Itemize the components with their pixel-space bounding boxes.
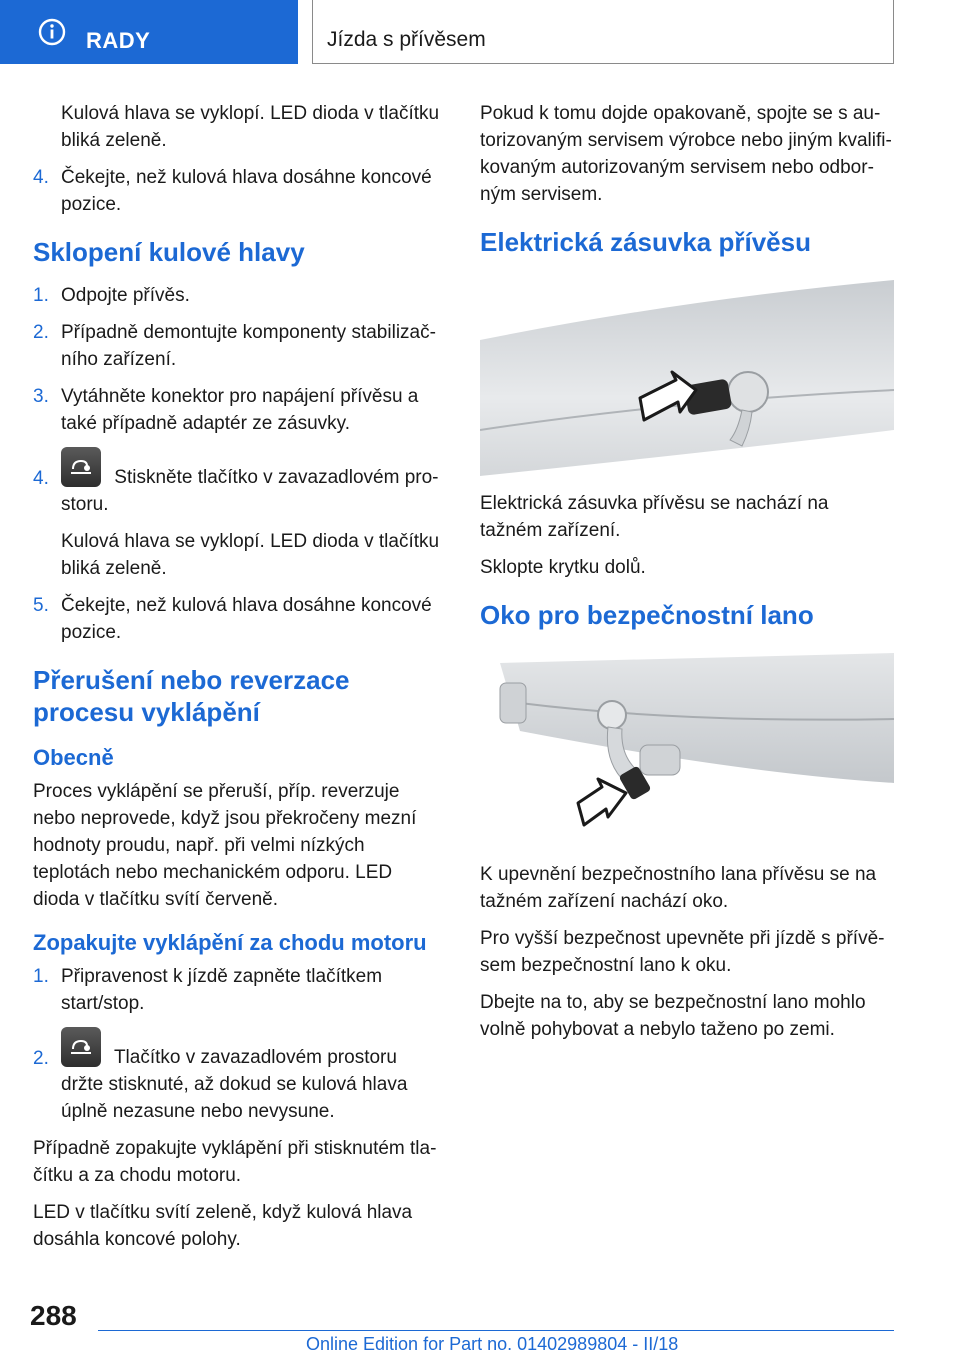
- paragraph-oko-2: Pro vyšší bezpečnost upevněte při jízdě s přívěsem bezpečnostní lano k oku.: [480, 928, 885, 976]
- step-text: Připravenost k jízdě zapněte tlačítkem start/stop.: [61, 966, 383, 1014]
- trunk-button-icon: [61, 447, 101, 487]
- step-text: Čekejte, než kulová hlava dosáhne koncové pozice.: [61, 167, 432, 215]
- step-sklopeni-3: [33, 383, 441, 437]
- heading-oko: Oko pro bezpečnostní lano: [480, 600, 814, 630]
- heading-zasuvka: Elektrická zásuvka přívěsu: [480, 227, 811, 257]
- heading-sklopeni: Sklopení kulové hlavy: [33, 237, 305, 267]
- trailer-socket-image: [480, 280, 894, 476]
- paragraph-led: LED v tlačítku svítí zeleně, když kulová hlava dosáhla koncové polohy.: [33, 1202, 413, 1250]
- page-number: 288: [30, 1300, 77, 1331]
- step-number: 4.: [33, 468, 49, 489]
- step-number: 5.: [33, 595, 49, 616]
- header-section-label: RADY: [86, 28, 151, 53]
- step-number: 1.: [33, 966, 49, 987]
- step-text: Případně demontujte komponenty stabilizačního zařízení.: [61, 322, 436, 370]
- step-sklopeni-4: [33, 447, 441, 518]
- paragraph-zasuvka-1: Elektrická zásuvka přívěsu se nachází na tažném zařízení.: [480, 493, 829, 541]
- paragraph-pripadne: Případně zopakujte vyklápění při stisknutém tlačítku a za chodu motoru.: [33, 1138, 437, 1186]
- footer-divider: [98, 1330, 894, 1331]
- heading-obecne: Obecně: [33, 745, 114, 770]
- step-text: Tlačítko v zavazadlovém prostoru držte stisknuté, až dokud se kulová hlava úplně nezasune nebo nevysune.: [61, 1047, 408, 1122]
- step-sklopeni-2: [33, 319, 441, 373]
- paragraph-zasuvka-2: Sklopte krytku dolů.: [480, 557, 646, 578]
- paragraph-oko-1: K upevnění bezpečnostního lana přívěsu se na tažném zařízení nachází oko.: [480, 864, 877, 912]
- step-text: Odpojte přívěs.: [61, 285, 190, 306]
- step4-sub-paragraph: Kulová hlava se vyklopí. LED dioda v tlačítku bliká zeleně.: [61, 531, 440, 579]
- trunk-button-icon: [61, 1027, 101, 1067]
- step-sklopeni-1: [33, 282, 441, 309]
- step-intro-4: [33, 164, 441, 218]
- paragraph-oko-3: Dbejte na to, aby se bezpečnostní lano mohlo volně pohybovat a nebylo taženo po zemi.: [480, 992, 866, 1040]
- step-zopakujte-1: [33, 963, 441, 1017]
- paragraph-intro: Kulová hlava se vyklopí. LED dioda v tlačítku bliká zeleně.: [61, 103, 440, 151]
- info-icon: [38, 18, 66, 46]
- step-number: 4.: [33, 167, 49, 188]
- step-number: 2.: [33, 1048, 49, 1069]
- paragraph-pokud: Pokud k tomu dojde opakovaně, spojte se s autorizovaným servisem výrobce nebo jiným kvalifikovaným autorizovaným servisem nebo odborným servisem.: [480, 103, 892, 205]
- step-text: Vytáhněte konektor pro napájení přívěsu a také případně adaptér ze zásuvky.: [61, 386, 419, 434]
- step-number: 3.: [33, 386, 49, 407]
- step-sklopeni-5: [33, 592, 441, 646]
- step-text: Čekejte, než kulová hlava dosáhne koncové pozice.: [61, 595, 432, 643]
- page-title: Jízda s přívěsem: [327, 28, 486, 51]
- heading-zopakujte: Zopakujte vyklápění za chodu motoru: [33, 930, 427, 955]
- step-number: 1.: [33, 285, 49, 306]
- header-section-tab: [0, 0, 298, 64]
- step-number: 2.: [33, 322, 49, 343]
- safety-rope-eye-image: [480, 653, 894, 847]
- left-column: [33, 100, 441, 1263]
- heading-preruseni: Přerušení nebo reverzace procesu vyklápění: [33, 665, 350, 727]
- step-zopakujte-2: [33, 1027, 441, 1125]
- right-column: [480, 100, 896, 1053]
- paragraph-obecne: Proces vyklápění se přeruší, příp. reverzuje nebo neprovede, když jsou překročeny mezní hodnoty proudu, např. při velmi nízkých teplotách nebo mechanickém odporu. LED dioda v tlačítku svítí červeně.: [33, 781, 417, 910]
- header-title-box: [312, 0, 894, 64]
- footer-edition: Online Edition for Part no. 01402989804 - II/18: [306, 1334, 679, 1354]
- step-text: Stiskněte tlačítko v zavazadlovém prostoru.: [61, 467, 439, 515]
